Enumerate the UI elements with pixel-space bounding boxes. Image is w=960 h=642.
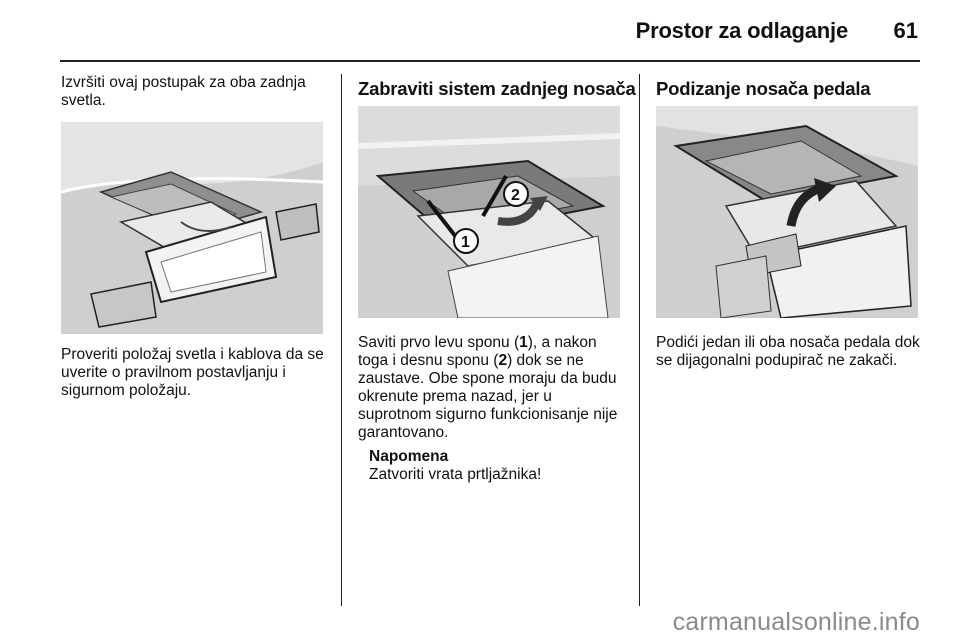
lock-system-illustration [358,106,620,318]
figure-callout-2: 2 [511,187,520,204]
note-text: Zatvoriti vrata prtljažnika! [369,466,542,483]
figure-tail-light [61,122,323,334]
section-heading-pedal: Podizanje nosača pedala [656,78,871,99]
figure-pedal-carrier [656,106,918,318]
note-title: Napomena [369,448,449,465]
check-position-text: Proveriti položaj svetla i kablova da se uverite o pravilnom postavljanju i sigurnom položaju. [61,346,324,399]
page-title: Prostor za odlaganje [635,18,848,43]
marker-2: 2 [498,352,508,369]
lock-text-part-a: Saviti prvo levu sponu ( [358,334,520,351]
figure-callout-1: 1 [461,234,470,251]
lock-text-part-c: ) dok se ne zaustave. Obe spone moraju da budu okrenute prema nazad, jer u suprotnom sigurno funkcionisanje nije garantovano. [358,352,618,441]
lock-instructions-text [358,334,626,442]
intro-text: Izvršiti ovaj postupak za oba zadnja svetla. [61,74,306,109]
figure-lock-system [358,106,620,318]
column-1-lower [61,346,329,400]
column-1 [61,74,329,110]
lock-text-part-b: ), a nakon toga i desnu sponu ( [358,334,597,369]
column-2-lower [358,334,626,442]
column-3-lower [656,334,920,370]
tail-light-illustration [61,122,323,334]
column-2 [358,74,636,100]
watermark: carmanualsonline.info [672,608,920,636]
header-divider [60,60,920,62]
pedal-carrier-illustration [656,106,918,318]
column-divider-1 [341,74,342,606]
marker-1: 1 [519,334,528,351]
note-box [369,448,541,484]
section-heading-lock: Zabraviti sistem zadnjeg nosača [358,78,636,99]
column-3 [656,74,920,100]
column-divider-2 [639,74,640,606]
page-number: 61 [893,18,918,43]
pedal-instructions-text: Podići jedan ili oba nosača pedala dok se dijagonalni podupirač ne zakači. [656,334,920,369]
